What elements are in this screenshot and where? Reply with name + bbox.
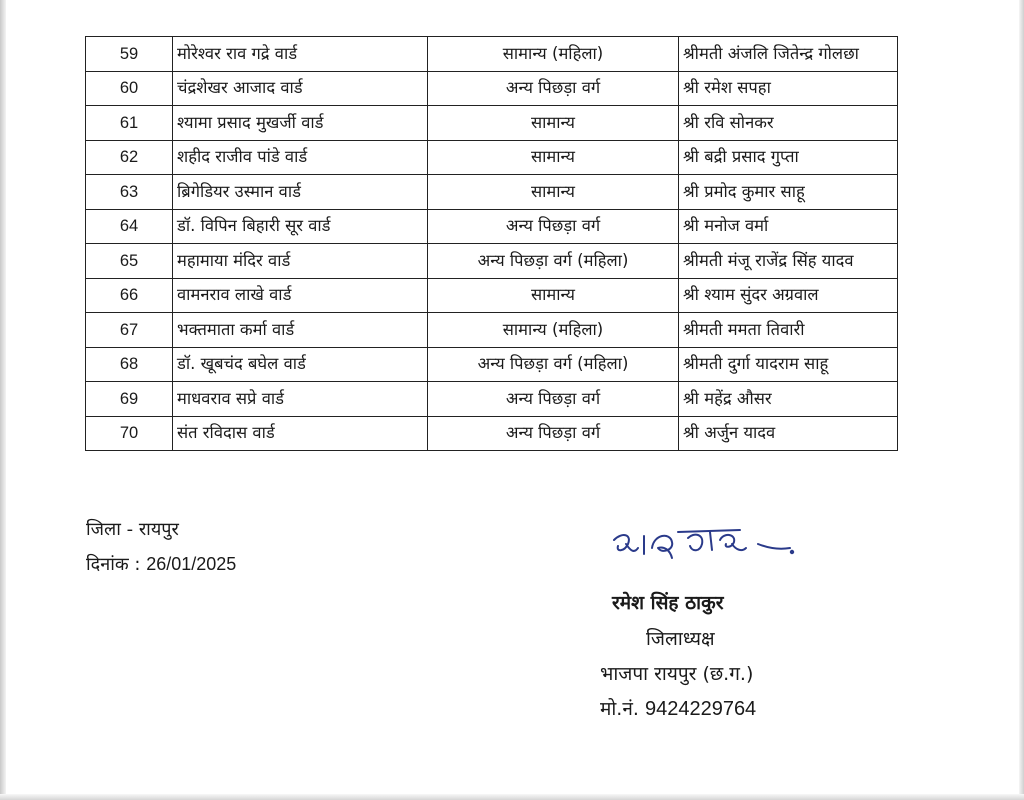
date-label: दिनांक :	[86, 554, 147, 575]
ward-number-cell: 69	[86, 382, 173, 417]
category-cell: सामान्य	[428, 175, 679, 210]
ward-number-cell: 63	[86, 175, 173, 210]
category-cell: अन्य पिछड़ा वर्ग	[428, 416, 679, 451]
ward-name-cell: माधवराव सप्रे वार्ड	[173, 382, 428, 417]
ward-number-cell: 59	[86, 37, 173, 72]
table-body	[86, 37, 898, 451]
handwritten-signature	[608, 518, 798, 578]
table-row	[86, 416, 898, 451]
signer-title: जिलाध्यक्ष	[646, 628, 715, 650]
ward-number-cell: 70	[86, 416, 173, 451]
category-cell: सामान्य (महिला)	[428, 313, 679, 348]
candidate-name-cell: श्री महेंद्र औसर	[679, 382, 898, 417]
table-row	[86, 278, 898, 313]
ward-name-cell: चंद्रशेखर आजाद वार्ड	[173, 71, 428, 106]
category-cell: सामान्य	[428, 140, 679, 175]
ward-name-cell: डॉ. विपिन बिहारी सूर वार्ड	[173, 209, 428, 244]
table-row	[86, 106, 898, 141]
category-cell: सामान्य	[428, 278, 679, 313]
page-edge-bottom	[0, 794, 1024, 800]
ward-name-cell: ब्रिगेडियर उस्मान वार्ड	[173, 175, 428, 210]
category-cell: अन्य पिछड़ा वर्ग	[428, 382, 679, 417]
table-row	[86, 382, 898, 417]
category-cell: अन्य पिछड़ा वर्ग (महिला)	[428, 347, 679, 382]
ward-name-cell: संत रविदास वार्ड	[173, 416, 428, 451]
category-cell: सामान्य	[428, 106, 679, 141]
candidate-name-cell: श्रीमती ममता तिवारी	[679, 313, 898, 348]
district-label: जिला - रायपुर	[86, 519, 179, 540]
signer-organization: भाजपा रायपुर (छ.ग.)	[600, 663, 754, 685]
signer-phone	[600, 695, 756, 721]
phone-label: मो.नं.	[600, 698, 645, 720]
ward-number-cell: 62	[86, 140, 173, 175]
table-row	[86, 209, 898, 244]
candidate-name-cell: श्री श्याम सुंदर अग्रवाल	[679, 278, 898, 313]
page-edge-right	[1019, 0, 1024, 800]
ward-name-cell: श्यामा प्रसाद मुखर्जी वार्ड	[173, 106, 428, 141]
date-line	[86, 552, 236, 576]
category-cell: अन्य पिछड़ा वर्ग	[428, 71, 679, 106]
table-row	[86, 37, 898, 72]
candidate-name-cell: श्री प्रमोद कुमार साहू	[679, 175, 898, 210]
ward-number-cell: 66	[86, 278, 173, 313]
candidate-name-cell: श्री रमेश सपहा	[679, 71, 898, 106]
table-row	[86, 313, 898, 348]
candidate-name-cell: श्री रवि सोनकर	[679, 106, 898, 141]
ward-number-cell: 60	[86, 71, 173, 106]
ward-name-cell: महामाया मंदिर वार्ड	[173, 244, 428, 279]
table-row	[86, 71, 898, 106]
table-row	[86, 140, 898, 175]
ward-number-cell: 61	[86, 106, 173, 141]
category-cell: अन्य पिछड़ा वर्ग (महिला)	[428, 244, 679, 279]
candidate-name-cell: श्रीमती अंजलि जितेन्द्र गोलछा	[679, 37, 898, 72]
ward-name-cell: डॉ. खूबचंद बघेल वार्ड	[173, 347, 428, 382]
table-row	[86, 244, 898, 279]
ward-name-cell: वामनराव लाखे वार्ड	[173, 278, 428, 313]
table-row	[86, 175, 898, 210]
candidate-name-cell: श्री बद्री प्रसाद गुप्ता	[679, 140, 898, 175]
ward-number-cell: 64	[86, 209, 173, 244]
page-edge-left	[0, 0, 6, 800]
ward-reservation-table	[85, 36, 898, 451]
ward-name-cell: भक्तमाता कर्मा वार्ड	[173, 313, 428, 348]
candidate-name-cell: श्रीमती मंजू राजेंद्र सिंह यादव	[679, 244, 898, 279]
ward-name-cell: शहीद राजीव पांडे वार्ड	[173, 140, 428, 175]
date-value: 26/01/2025	[146, 554, 237, 574]
category-cell: सामान्य (महिला)	[428, 37, 679, 72]
table-row	[86, 347, 898, 382]
candidate-name-cell: श्री अर्जुन यादव	[679, 416, 898, 451]
candidate-name-cell: श्रीमती दुर्गा यादराम साहू	[679, 347, 898, 382]
ward-number-cell: 68	[86, 347, 173, 382]
signer-name: रमेश सिंह ठाकुर	[612, 592, 724, 614]
ward-name-cell: मोरेश्वर राव गद्रे वार्ड	[173, 37, 428, 72]
candidate-name-cell: श्री मनोज वर्मा	[679, 209, 898, 244]
ward-number-cell: 65	[86, 244, 173, 279]
category-cell: अन्य पिछड़ा वर्ग	[428, 209, 679, 244]
ward-number-cell: 67	[86, 313, 173, 348]
phone-number: 9424229764	[644, 698, 757, 720]
